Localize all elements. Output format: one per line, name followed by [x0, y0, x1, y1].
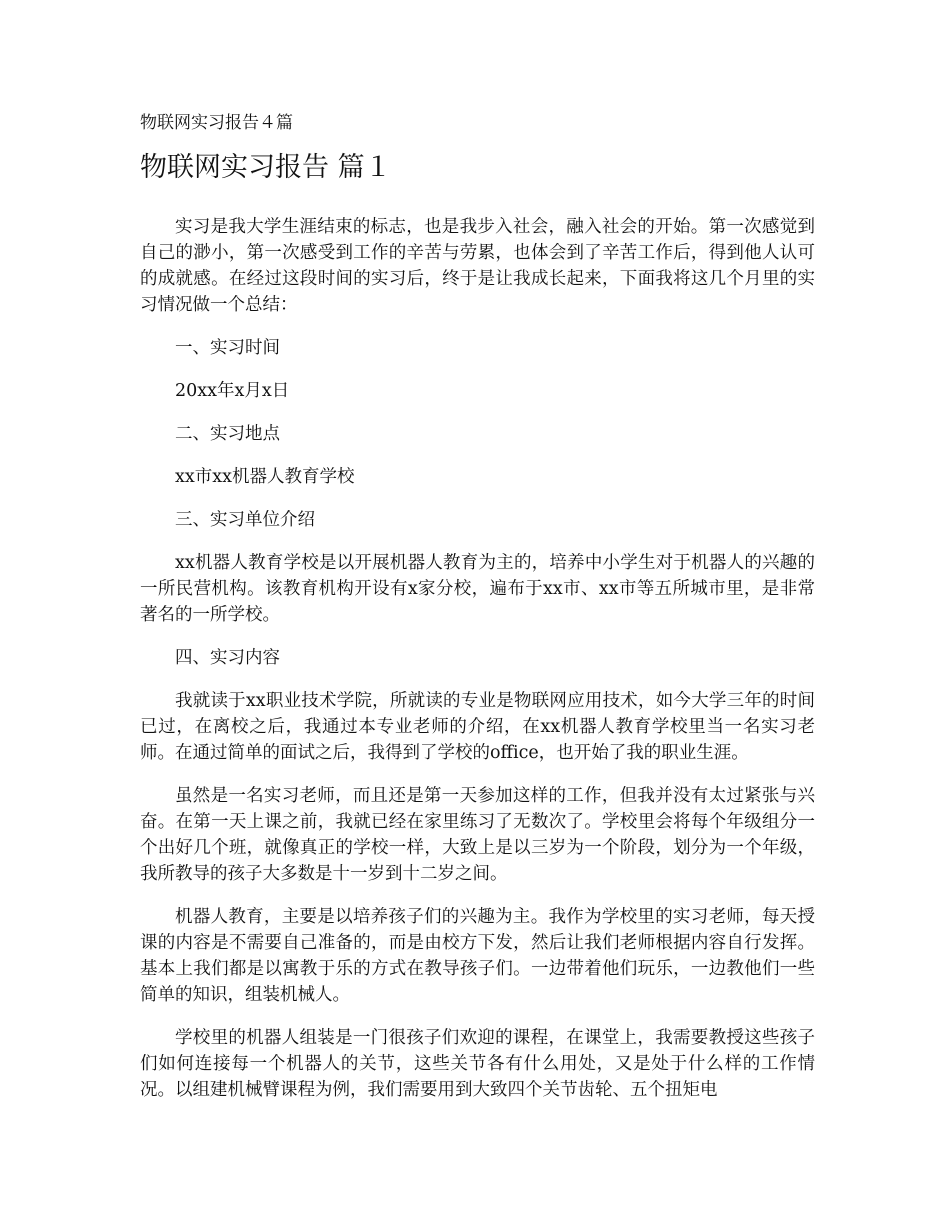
paragraph-content-2: 虽然是一名实习老师，而且还是第一天参加这样的工作，但我并没有太过紧张与兴奋。在第一天上课之前，我就已经在家里练习了无数次了。学校里会将每个年级组分一个出好几个班，就像真正的学校一样，大致上是以三岁为一个阶段，划分为一个年级，我所教导的孩子大多数是十一岁到十二岁之间。 [140, 786, 815, 884]
document-title: 物联网实习报告４篇 [140, 113, 293, 133]
paragraph-organization-intro: xx机器人教育学校是以开展机器人教育为主的，培养中小学生对于机器人的兴趣的一所民营机构。该教育机构开设有x家分校，遍布于xx市、xx市等五所城市里，是非常著名的一所学校。 [140, 553, 815, 625]
heading-internship-location: 二、实习地点 [175, 424, 280, 444]
document-body [140, 214, 815, 1120]
paragraph-content-1: 我就读于xx职业技术学院，所就读的专业是物联网应用技术，如今大学三年的时间已过，在离校之后，我通过本专业老师的介绍，在xx机器人教育学校里当一名实习老师。在通过简单的面试之后，我得到了学校的office，也开始了我的职业生涯。 [140, 691, 815, 763]
paragraph-content-4: 学校里的机器人组装是一门很孩子们欢迎的课程，在课堂上，我需要教授这些孩子们如何连接每一个机器人的关节，这些关节各有什么用处，又是处于什么样的工作情况。以组建机械臂课程为例，我们需要用到大致四个关节齿轮、五个扭矩电 [140, 1028, 815, 1100]
paragraph-internship-date: 20xx年x月x日 [175, 381, 290, 401]
section-heading: 物联网实习报告 篇１ [140, 152, 392, 183]
heading-organization-intro: 三、实习单位介绍 [175, 510, 315, 530]
heading-internship-content: 四、实习内容 [175, 648, 280, 668]
paragraph-content-3: 机器人教育，主要是以培养孩子们的兴趣为主。我作为学校里的实习老师，每天授课的内容是不需要自己准备的，而是由校方下发，然后让我们老师根据内容自行发挥。基本上我们都是以寓教于乐的方式在教导孩子们。一边带着他们玩乐，一边教他们一些简单的知识，组装机械人。 [140, 907, 815, 1005]
paragraph-intro: 实习是我大学生涯结束的标志，也是我步入社会，融入社会的开始。第一次感觉到自己的渺小，第一次感受到工作的辛苦与劳累，也体会到了辛苦工作后，得到他人认可的成就感。在经过这段时间的实习后，终于是让我成长起来，下面我将这几个月里的实习情况做一个总结： [140, 217, 815, 315]
heading-internship-time: 一、实习时间 [175, 338, 280, 358]
paragraph-internship-location: xx市xx机器人教育学校 [175, 467, 355, 487]
